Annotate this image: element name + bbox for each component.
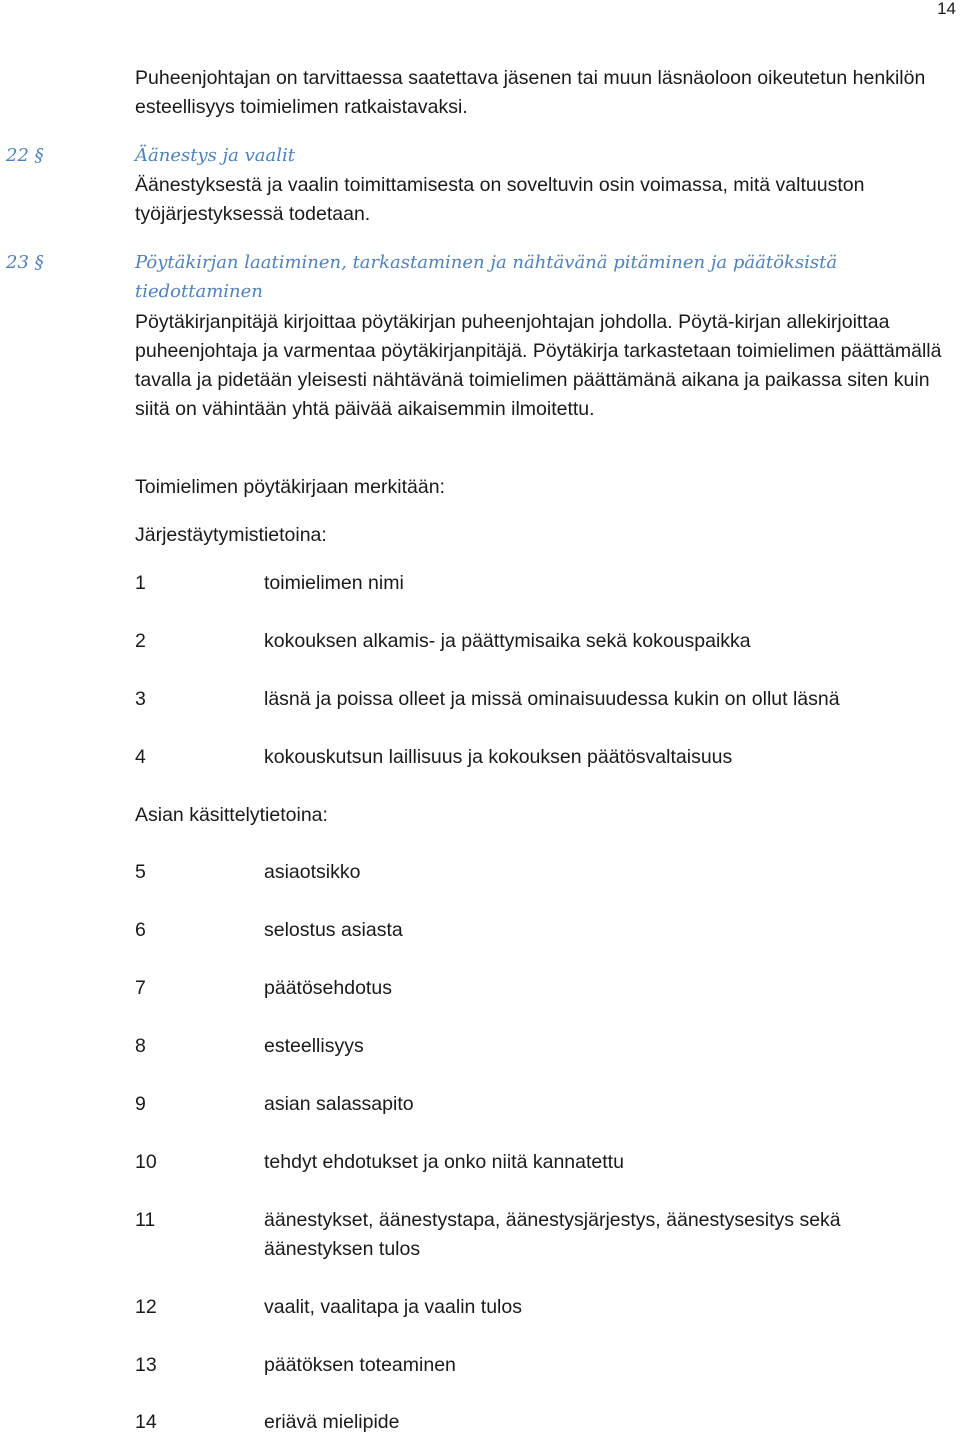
section-23-body-part1: Pöytäkirjanpitäjä kirjoittaa pöytäkirjan puheenjohtajan johdolla. Pöytä-kirjan allekirjoittaa puheenjohtaja ja varmentaa pöytäkirjanpitäjä. (135, 311, 890, 362)
list-item-number: 1 (135, 572, 146, 594)
record-intro: Toimielimen pöytäkirjaan merkitään: (135, 476, 445, 498)
list-item-number: 8 (135, 1035, 146, 1057)
list-item-text: toimielimen nimi (264, 572, 404, 594)
page-number: 14 (937, 0, 956, 18)
list-item-number: 11 (135, 1209, 156, 1231)
handling-heading: Asian käsittelytietoina: (135, 804, 328, 826)
section-23-number: 23 § (6, 252, 44, 273)
list-item-text: asiaotsikko (264, 861, 361, 883)
section-22-title: Äänestys ja vaalit (135, 145, 295, 166)
list-item-number: 13 (135, 1354, 157, 1376)
list-item-number: 6 (135, 919, 146, 941)
section-22-body: Äänestyksestä ja vaalin toimittamisesta on soveltuvin osin voimassa, mitä valtuuston työjärjestyksessä todetaan. (135, 174, 865, 225)
intro-paragraph: Puheenjohtajan on tarvittaessa saatettava jäsenen tai muun läsnäoloon oikeutetun henkilön esteellisyys toimielimen ratkaistavaksi. (135, 67, 926, 118)
section-23-body-part2: Pöytäkirja tarkastetaan toimielimen päättämällä tavalla ja pidetään yleisesti nähtävänä toimielimen päättämänä aikana ja paikassa siten kuin siitä on vähintään yhtä päivää aikaisemmin ilmoitettu. (135, 340, 942, 420)
list-item-text: asian salassapito (264, 1093, 414, 1115)
list-item-number: 3 (135, 688, 146, 710)
list-item-text: läsnä ja poissa olleet ja missä ominaisuudessa kukin on ollut läsnä (264, 688, 840, 710)
list-item-text: äänestykset, äänestystapa, äänestysjärjestys, äänestysesitys sekä äänestyksen tulos (264, 1209, 841, 1260)
list-item-number: 10 (135, 1151, 157, 1173)
list-item-text: kokouksen alkamis- ja päättymisaika sekä kokouspaikka (264, 630, 751, 652)
list-item-number: 14 (135, 1411, 157, 1433)
list-item-text: tehdyt ehdotukset ja onko niitä kannatettu (264, 1151, 624, 1173)
list-item-number: 5 (135, 861, 146, 883)
list-item-number: 7 (135, 977, 146, 999)
list-item-text: kokouskutsun laillisuus ja kokouksen päätösvaltaisuus (264, 746, 733, 768)
section-23-body (135, 308, 950, 424)
list-item-text: eriävä mielipide (264, 1411, 400, 1433)
list-item-number: 12 (135, 1296, 157, 1318)
list-item-text: esteellisyys (264, 1035, 364, 1057)
list-item-text: vaalit, vaalitapa ja vaalin tulos (264, 1296, 522, 1318)
list-item-number: 9 (135, 1093, 146, 1115)
list-item-text: päätösehdotus (264, 977, 392, 999)
section-22-number: 22 § (6, 145, 44, 166)
organization-heading: Järjestäytymistietoina: (135, 524, 327, 546)
list-item-number: 4 (135, 746, 146, 768)
list-item-text: päätöksen toteaminen (264, 1354, 456, 1376)
list-item-text: selostus asiasta (264, 919, 403, 941)
section-23-title: Pöytäkirjan laatiminen, tarkastaminen ja nähtävänä pitäminen ja päätöksistä tiedottaminen (135, 252, 838, 302)
list-item-number: 2 (135, 630, 146, 652)
